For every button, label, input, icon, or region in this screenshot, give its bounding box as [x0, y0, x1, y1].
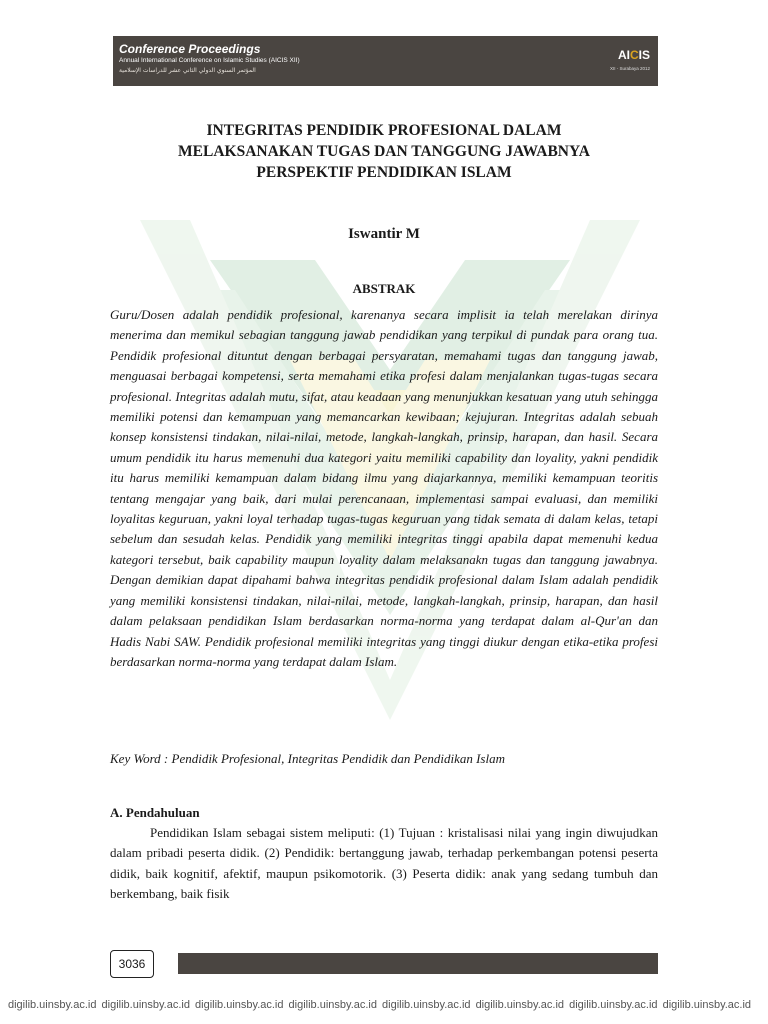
digilib-footer-link[interactable]: digilib.uinsby.ac.id digilib.uinsby.ac.id digilib.uinsby.ac.id digilib.uinsby.ac.id digilib.uinsby.ac.id digilib.uinsby.ac.id digilib.uinsby.ac.id digilib.uinsby.ac.id: [8, 999, 752, 1011]
aicis-logo-subtitle: XII - Surabaya 2012: [609, 66, 650, 71]
aicis-logo: AICIS: [617, 48, 650, 62]
conference-arabic-title: المؤتمر السنوي الدولي الثاني عشر للدراسات الإسلامية: [119, 67, 256, 74]
section-heading: A. Pendahuluan: [110, 805, 200, 820]
abstract-heading: ABSTRAK: [352, 281, 416, 296]
body-paragraph: Pendidikan Islam sebagai sistem meliputi: (1) Tujuan : kristalisasi nilai yang ingin diwujudkan dalam pribadi peserta didik. (2) Pendidik: bertanggung jawab, terhadap perkembangan potensi peserta didik, baik kognitif, afektif, maupun psikomotorik. (3) Peserta didik: anak yang sedang tumbuh dan berkembang, baik fisik: [110, 825, 658, 902]
abstract-text: Guru/Dosen adalah pendidik profesional, karenanya secara implisit ia telah merelakan dirinya menerima dan memikul sebagian tanggung jawab pendidikan yang terpikul di pundak para orang tua. Pendidik profesional dituntut dengan berbagai persyaratan, memahami tugas dan tanggung jawab, menguasai berbagai kompetensi, serta memahami etika profesi dalam menjalankan tugas-tugas secara profesional. Integritas adalah mutu, sifat, atau keadaan yang menunjukkan kesatuan yang utuh sehingga memiliki potensi dan kemampuan yang memancarkan kewibaan; kejujuran. Integritas adalah sebuah konsep konsistensi tindakan, nilai-nilai, metode, langkah-langkah, prinsip, harapan, dan hasil. Secara umum pendidik itu harus memenuhi dua kategori yaitu memiliki capability dan loyality, yakni pendidik itu harus memiliki kemampuan dalam bidang ilmu yang diajarkannya, memiliki kemampuan teoritis tentang mengajar yang baik, dari mulai perencanaan, implementasi sampai evaluasi, dan memiliki loyalitas keguruan, yakni loyal terhadap tugas-tugas keguruan yang tidak semata di dalam kelas, tetapi sebelum dan sesudah kelas. Pendidik yang memiliki integritas tinggi apabila dapat memenuhi kedua kategori tersebut, baik capability maupun loyality dalam melaksanakn tugas dan tanggung jawabnya. Dengan demikian dapat dipahami bahwa integritas pendidik profesional dalam Islam adalah pendidik yang memiliki konsistensi tindakan, nilai-nilai, metode, langkah-langkah, prinsip, harapan, dan hasil dalam pelaksaan pendidikan Islam berdasarkan norma-norma yang terdapat dalam al-Qur'an dan Hadis Nabi SAW. Pendidik profesional memiliki integritas yang tinggi diukur dengan etika-etika profesi berdasarkan norma-norma yang terdapat dalam Islam.: [110, 307, 658, 669]
page-number: 3036: [110, 950, 154, 978]
paper-title: INTEGRITAS PENDIDIK PROFESIONAL DALAM MELAKSANAKAN TUGAS DAN TANGGUNG JAWABNYA PERSPEKTIF PENDIDIKAN ISLAM: [178, 122, 590, 181]
conference-subtitle: Annual International Conference on Islamic Studies (AICIS XII): [119, 57, 300, 64]
footer-bar: [178, 953, 658, 974]
conference-header-banner: [113, 36, 658, 86]
conference-title: Conference Proceedings: [119, 42, 261, 56]
author-name: Iswantir M: [348, 226, 420, 242]
keywords: Key Word : Pendidik Profesional, Integritas Pendidik dan Pendidikan Islam: [110, 751, 505, 766]
